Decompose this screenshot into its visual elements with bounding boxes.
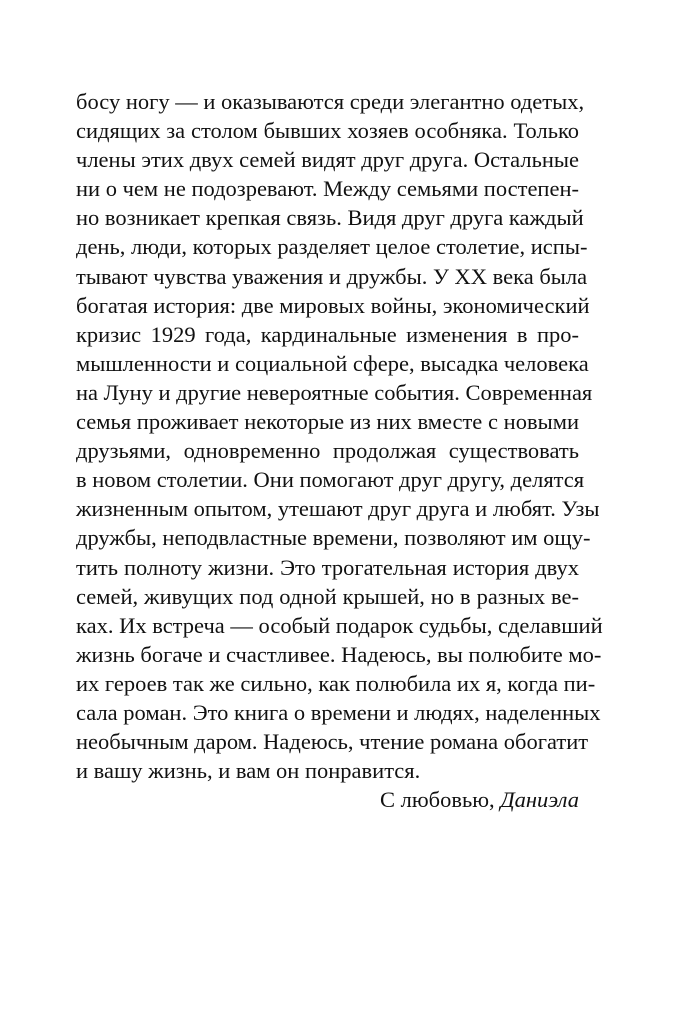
- text-line-6: день, люди, которых разделяет целое столетие, испы-: [76, 234, 588, 260]
- text-line-21: их героев так же сильно, как полюбила их я, когда пи-: [76, 670, 596, 696]
- text-line-15: жизненным опытом, утешают друг друга и любят. Узы: [76, 496, 600, 522]
- text-line-14: в новом столетии. Они помогают друг другу, делятся: [76, 467, 585, 493]
- signature-closing: С любовью,: [380, 787, 495, 813]
- text-line-16: дружбы, неподвластные времени, позволяют им ощу-: [76, 525, 591, 551]
- text-line-1: босу ногу — и оказываются среди элегантно одетых,: [76, 89, 585, 114]
- text-line-7: тывают чувства уважения и дружбы. У XX века была: [76, 263, 588, 289]
- signature-author: Даниэла: [500, 787, 579, 813]
- text-line-22: сала роман. Это книга о времени и людях, наделенных: [76, 699, 601, 725]
- text-line-11: на Луну и другие невероятные события. Современная: [76, 379, 593, 405]
- text-line-13: друзьями, одновременно продолжая существовать: [76, 438, 579, 464]
- text-line-20: жизнь богаче и счастливее. Надеюсь, вы полюбите мо-: [76, 641, 602, 667]
- text-line-10: мышленности и социальной сфере, высадка человека: [76, 350, 589, 376]
- signature: [76, 785, 579, 814]
- text-line-3: члены этих двух семей видят друг друга. Остальные: [76, 147, 579, 173]
- main-text-block: [76, 87, 603, 814]
- text-line-2: сидящих за столом бывших хозяев особняка. Только: [76, 118, 579, 144]
- text-line-17: тить полноту жизни. Это трогательная история двух: [76, 554, 579, 580]
- text-line-24: и вашу жизнь, и вам он понравится.: [76, 758, 421, 784]
- text-line-9: кризис 1929 года, кардинальные изменения в про-: [76, 321, 579, 347]
- text-line-18: семей, живущих под одной крышей, но в разных ве-: [76, 583, 579, 609]
- text-line-5: но возникает крепкая связь. Видя друг друга каждый: [76, 205, 584, 231]
- text-line-4: ни о чем не подозревают. Между семьями постепен-: [76, 176, 579, 202]
- text-line-12: семья проживает некоторые из них вместе с новыми: [76, 409, 579, 435]
- text-line-19: ках. Их встреча — особый подарок судьбы, сделавший: [76, 612, 603, 638]
- text-line-23: необычным даром. Надеюсь, чтение романа обогатит: [76, 729, 589, 755]
- text-line-8: богатая история: две мировых войны, экономический: [76, 292, 590, 318]
